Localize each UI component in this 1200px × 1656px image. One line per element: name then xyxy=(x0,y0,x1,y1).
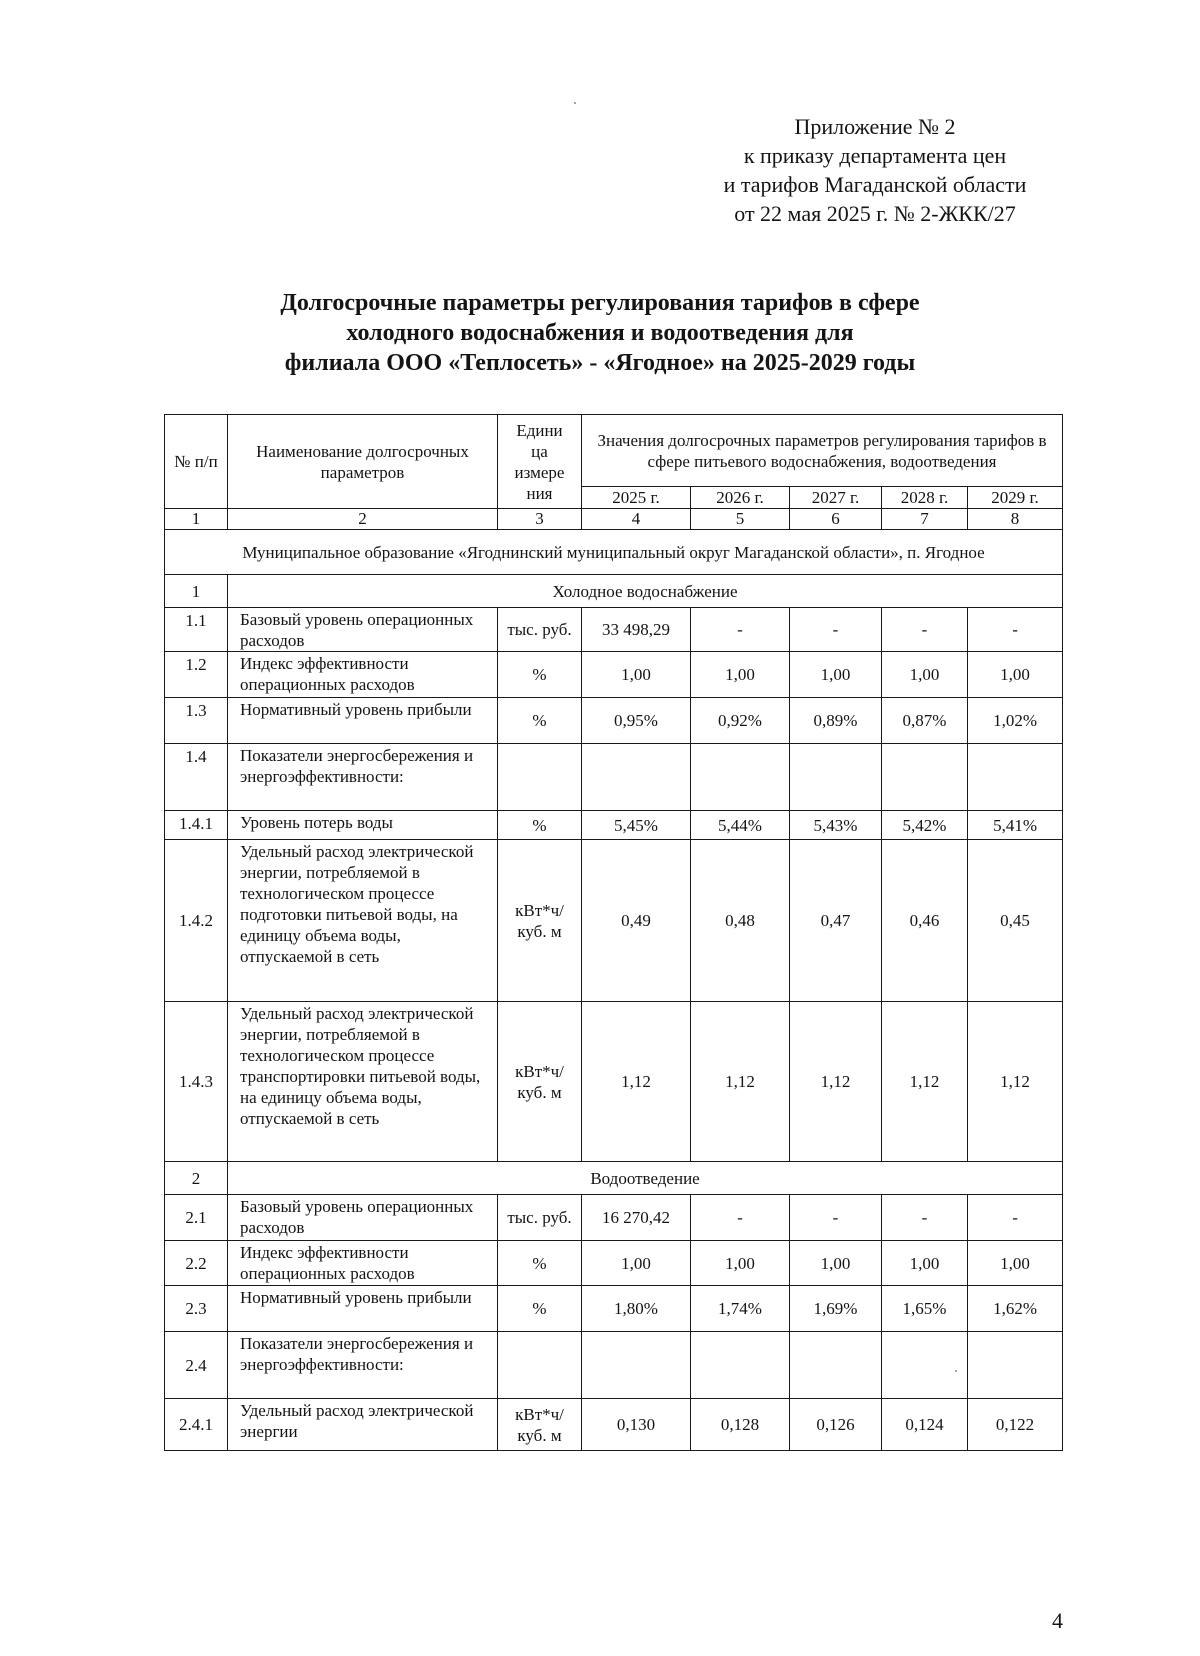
header-unit: Едини ца измере ния xyxy=(498,415,582,509)
header-year: 2028 г. xyxy=(882,487,968,509)
scan-speck xyxy=(955,1370,957,1372)
row-num: 1.4 xyxy=(165,744,228,811)
row-unit xyxy=(498,744,582,811)
row-value xyxy=(882,1332,968,1399)
document-header xyxy=(690,112,1060,228)
row-name: Показатели энергосбережения и энергоэффективности: xyxy=(228,1332,498,1399)
row-value: 1,00 xyxy=(691,1241,790,1286)
row-value: 0,89% xyxy=(790,698,882,744)
row-value: 1,00 xyxy=(968,652,1063,698)
row-unit: % xyxy=(498,1286,582,1332)
header-line: Приложение № 2 xyxy=(794,114,956,139)
row-value: - xyxy=(790,608,882,652)
column-number: 2 xyxy=(228,509,498,530)
row-value xyxy=(582,744,691,811)
row-num: 2.3 xyxy=(165,1286,228,1332)
row-value: 1,62% xyxy=(968,1286,1063,1332)
row-value: 33 498,29 xyxy=(582,608,691,652)
section-num: 1 xyxy=(165,575,228,608)
header-line: к приказу департамента цен xyxy=(743,143,1007,168)
row-value: 1,12 xyxy=(691,1002,790,1162)
row-value: - xyxy=(968,1195,1063,1241)
table-row xyxy=(165,608,1063,652)
column-number: 4 xyxy=(582,509,691,530)
table-row xyxy=(165,698,1063,744)
row-name: Базовый уровень операционных расходов xyxy=(228,608,498,652)
municipality-row xyxy=(165,530,1063,575)
section-num: 2 xyxy=(165,1162,228,1195)
row-value: 1,69% xyxy=(790,1286,882,1332)
row-value xyxy=(968,744,1063,811)
row-name: Нормативный уровень прибыли xyxy=(228,698,498,744)
section-title: Холодное водоснабжение xyxy=(228,575,1063,608)
row-num: 2.4 xyxy=(165,1332,228,1399)
table-row xyxy=(165,1399,1063,1451)
row-unit: кВт*ч/ куб. м xyxy=(498,1002,582,1162)
row-value: 1,65% xyxy=(882,1286,968,1332)
row-num: 1.4.2 xyxy=(165,840,228,1002)
row-unit: тыс. руб. xyxy=(498,608,582,652)
table-row xyxy=(165,652,1063,698)
header-name: Наименование долгосрочных параметров xyxy=(228,415,498,509)
row-value: 1,12 xyxy=(582,1002,691,1162)
row-value: - xyxy=(882,608,968,652)
row-unit: % xyxy=(498,652,582,698)
row-value: 0,128 xyxy=(691,1399,790,1451)
row-num: 1.2 xyxy=(165,652,228,698)
row-value: - xyxy=(691,1195,790,1241)
table-row xyxy=(165,1332,1063,1399)
title-line: холодного водоснабжения и водоотведения для xyxy=(346,320,854,346)
row-num: 1.3 xyxy=(165,698,228,744)
column-number: 8 xyxy=(968,509,1063,530)
row-value: 0,45 xyxy=(968,840,1063,1002)
row-value: 0,130 xyxy=(582,1399,691,1451)
row-value: 0,48 xyxy=(691,840,790,1002)
header-year: 2027 г. xyxy=(790,487,882,509)
row-name: Индекс эффективности операционных расходов xyxy=(228,1241,498,1286)
row-value xyxy=(691,744,790,811)
header-values-group: Значения долгосрочных параметров регулирования тарифов в сфере питьевого водоснабжения, водоотведения xyxy=(582,415,1063,487)
row-num: 2.2 xyxy=(165,1241,228,1286)
row-name: Нормативный уровень прибыли xyxy=(228,1286,498,1332)
row-name: Показатели энергосбережения и энергоэффективности: xyxy=(228,744,498,811)
row-unit: кВт*ч/ куб. м xyxy=(498,840,582,1002)
row-unit: % xyxy=(498,811,582,840)
section-row xyxy=(165,1162,1063,1195)
table-row xyxy=(165,840,1063,1002)
row-num: 1.1 xyxy=(165,608,228,652)
row-value: - xyxy=(790,1195,882,1241)
row-value: - xyxy=(882,1195,968,1241)
row-value: 0,87% xyxy=(882,698,968,744)
municipality-label: Муниципальное образование «Ягоднинский муниципальный округ Магаданской области», п. Ягодное xyxy=(165,530,1063,575)
table-header-row xyxy=(165,415,1063,487)
column-numbers-row xyxy=(165,509,1063,530)
document-title xyxy=(160,288,1040,378)
row-value: 1,00 xyxy=(691,652,790,698)
row-unit: % xyxy=(498,1241,582,1286)
row-value: 16 270,42 xyxy=(582,1195,691,1241)
row-value: 0,95% xyxy=(582,698,691,744)
row-value: 0,46 xyxy=(882,840,968,1002)
row-value: 1,74% xyxy=(691,1286,790,1332)
section-row xyxy=(165,575,1063,608)
row-value: 1,00 xyxy=(882,652,968,698)
row-name: Индекс эффективности операционных расходов xyxy=(228,652,498,698)
row-value: 1,80% xyxy=(582,1286,691,1332)
row-value xyxy=(582,1332,691,1399)
row-value: 0,92% xyxy=(691,698,790,744)
table-row xyxy=(165,811,1063,840)
column-number: 3 xyxy=(498,509,582,530)
table-row xyxy=(165,1241,1063,1286)
row-value: 0,126 xyxy=(790,1399,882,1451)
table-row xyxy=(165,1286,1063,1332)
row-unit: кВт*ч/ куб. м xyxy=(498,1399,582,1451)
header-num: № п/п xyxy=(165,415,228,509)
header-year: 2026 г. xyxy=(691,487,790,509)
row-value: 1,12 xyxy=(968,1002,1063,1162)
row-value: 5,45% xyxy=(582,811,691,840)
page-number: 4 xyxy=(1052,1608,1063,1633)
row-value: - xyxy=(691,608,790,652)
row-value: 5,42% xyxy=(882,811,968,840)
header-year: 2029 г. xyxy=(968,487,1063,509)
row-name: Удельный расход электрической энергии, потребляемой в технологическом процессе подготовки питьевой воды, на единицу объема воды, отпускаемой в сеть xyxy=(228,840,498,1002)
row-value xyxy=(790,1332,882,1399)
row-value xyxy=(968,1332,1063,1399)
row-value: 1,02% xyxy=(968,698,1063,744)
row-num: 1.4.3 xyxy=(165,1002,228,1162)
column-number: 6 xyxy=(790,509,882,530)
row-num: 2.1 xyxy=(165,1195,228,1241)
table-row xyxy=(165,1195,1063,1241)
row-num: 1.4.1 xyxy=(165,811,228,840)
row-value: 0,47 xyxy=(790,840,882,1002)
row-num: 2.4.1 xyxy=(165,1399,228,1451)
row-unit: % xyxy=(498,698,582,744)
row-unit xyxy=(498,1332,582,1399)
row-value: 1,00 xyxy=(882,1241,968,1286)
row-name: Удельный расход электрической энергии xyxy=(228,1399,498,1451)
row-name: Удельный расход электрической энергии, потребляемой в технологическом процессе транспортировки питьевой воды, на единицу объема воды, отпускаемой в сеть xyxy=(228,1002,498,1162)
column-number: 1 xyxy=(165,509,228,530)
row-value: 0,124 xyxy=(882,1399,968,1451)
row-value: 0,122 xyxy=(968,1399,1063,1451)
row-value: 1,12 xyxy=(882,1002,968,1162)
column-number: 7 xyxy=(882,509,968,530)
row-value xyxy=(882,744,968,811)
row-value: - xyxy=(968,608,1063,652)
row-value: 5,43% xyxy=(790,811,882,840)
row-value: 1,00 xyxy=(968,1241,1063,1286)
table-row xyxy=(165,1002,1063,1162)
row-value: 1,12 xyxy=(790,1002,882,1162)
row-name: Базовый уровень операционных расходов xyxy=(228,1195,498,1241)
title-line: Долгосрочные параметры регулирования тарифов в сфере xyxy=(280,290,920,316)
row-value: 1,00 xyxy=(582,652,691,698)
row-value: 0,49 xyxy=(582,840,691,1002)
parameters-table xyxy=(164,414,1063,1451)
row-value xyxy=(790,744,882,811)
row-value: 1,00 xyxy=(790,1241,882,1286)
row-value xyxy=(691,1332,790,1399)
row-name: Уровень потерь воды xyxy=(228,811,498,840)
row-value: 5,41% xyxy=(968,811,1063,840)
row-value: 1,00 xyxy=(790,652,882,698)
table-row xyxy=(165,744,1063,811)
title-line: филиала ООО «Теплосеть» - «Ягодное» на 2025-2029 годы xyxy=(284,350,916,376)
header-year: 2025 г. xyxy=(582,487,691,509)
header-line: и тарифов Магаданской области xyxy=(723,172,1027,197)
column-number: 5 xyxy=(691,509,790,530)
scan-speck xyxy=(574,102,576,104)
section-title: Водоотведение xyxy=(228,1162,1063,1195)
row-unit: тыс. руб. xyxy=(498,1195,582,1241)
header-line: от 22 мая 2025 г. № 2-ЖКК/27 xyxy=(734,201,1016,226)
row-value: 1,00 xyxy=(582,1241,691,1286)
row-value: 5,44% xyxy=(691,811,790,840)
